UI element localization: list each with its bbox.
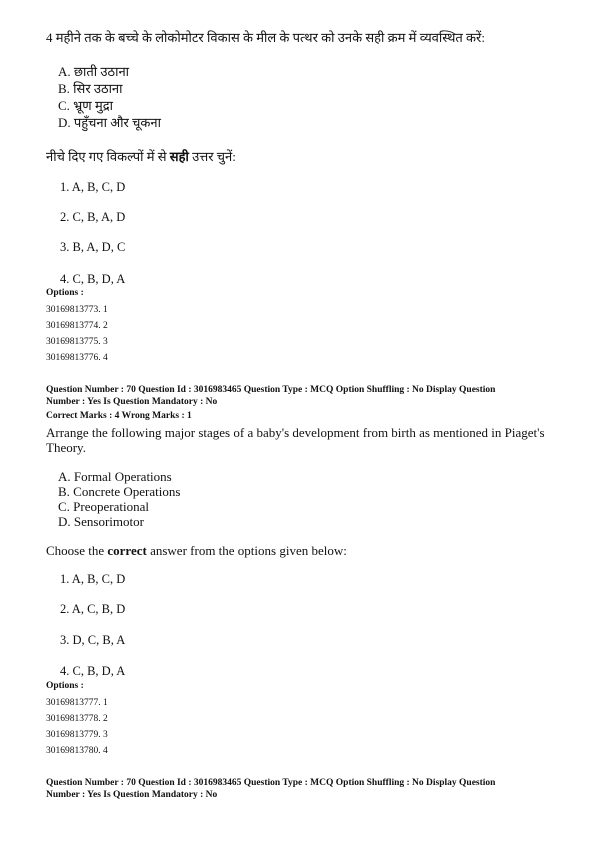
option-id: 30169813776. 4 [46, 353, 108, 363]
option-id: 30169813775. 3 [46, 337, 108, 347]
instruction-text: Choose the [46, 543, 108, 558]
list-item: B. सिर उठाना [58, 81, 123, 96]
option-id: 30169813774. 2 [46, 321, 108, 331]
instruction-text: नीचे दिए गए विकल्पों में से [46, 149, 170, 164]
instruction-emphasis: सही [169, 149, 189, 164]
question-text: Arrange the following major stages of a baby's development from birth as mentioned in Piaget's [46, 425, 545, 440]
answer-option: 1. A, B, C, D [60, 572, 126, 586]
question-text: Theory. [46, 440, 86, 455]
list-item: A. Formal Operations [58, 469, 172, 484]
options-label: Options : [46, 288, 84, 298]
instruction-emphasis: correct [107, 543, 147, 558]
option-id: 30169813778. 2 [46, 714, 108, 724]
answer-option: 4. C, B, D, A [60, 664, 126, 678]
answer-option: 4. C, B, D, A [60, 272, 126, 286]
answer-instruction [46, 543, 347, 559]
list-item: C. भ्रूण मुद्रा [58, 98, 114, 113]
option-id: 30169813777. 1 [46, 698, 108, 708]
marks-info: Correct Marks : 4 Wrong Marks : 1 [46, 411, 192, 421]
question-text: 4 महीने तक के बच्चे के लोकोमोटर विकास के मील के पत्थर को उनके सही क्रम में व्यवस्थित करें: [46, 30, 485, 45]
list-item: C. Preoperational [58, 499, 149, 514]
list-item: A. छाती उठाना [58, 64, 130, 79]
option-id: 30169813780. 4 [46, 746, 108, 756]
answer-option: 2. A, C, B, D [60, 602, 126, 616]
question-meta: Question Number : 70 Question Id : 3016983465 Question Type : MCQ Option Shuffling : No Display Question [46, 385, 496, 395]
answer-instruction [46, 149, 236, 165]
instruction-text: उत्तर चुनें: [188, 149, 236, 164]
list-item: B. Concrete Operations [58, 484, 181, 499]
options-label: Options : [46, 681, 84, 691]
answer-option: 3. B, A, D, C [60, 240, 126, 254]
question-meta: Number : Yes Is Question Mandatory : No [46, 397, 218, 407]
list-item: D. पहुँचना और चूकना [58, 115, 161, 130]
question-meta: Question Number : 70 Question Id : 3016983465 Question Type : MCQ Option Shuffling : No Display Question [46, 778, 496, 788]
list-item: D. Sensorimotor [58, 514, 144, 529]
instruction-text: answer from the options given below: [146, 543, 347, 558]
question-meta: Number : Yes Is Question Mandatory : No [46, 790, 218, 800]
option-id: 30169813773. 1 [46, 305, 108, 315]
answer-option: 3. D, C, B, A [60, 633, 126, 647]
answer-option: 2. C, B, A, D [60, 210, 126, 224]
answer-option: 1. A, B, C, D [60, 180, 126, 194]
option-id: 30169813779. 3 [46, 730, 108, 740]
